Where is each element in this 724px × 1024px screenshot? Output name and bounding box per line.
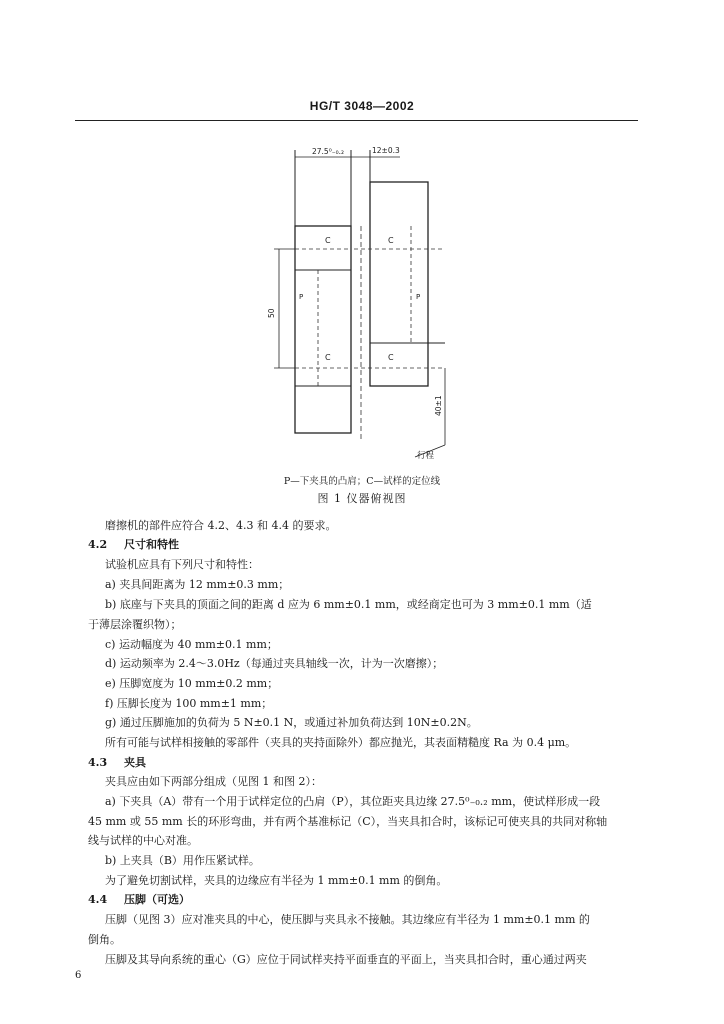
upper-clamp-c-top: C <box>388 236 394 245</box>
section-number: 4.2 <box>88 538 108 551</box>
clamp-item-b: b) 上夹具（B）用作压紧试样。 <box>105 854 260 867</box>
dim-40-label: 40±1 <box>434 395 443 416</box>
dim-width-label: 27.5⁰₋₀.₂ <box>312 147 345 156</box>
list-item-d: d) 运动频率为 2.4～3.0Hz（每通过夹具轴线一次，计为一次磨擦）； <box>105 657 444 670</box>
para-polish: 所有可能与试样相接触的零部件（夹具的夹持面除外）都应抛光，其表面精糙度 Ra 为 0.4 μm。 <box>105 736 577 749</box>
figure-caption: 图 1 仪器俯视图 <box>317 492 407 505</box>
lower-clamp-p: P <box>299 293 304 301</box>
list-item-b: b) 底座与下夹具的顶面之间的距离 d 应为 6 mm±0.1 mm，或经商定也可为 3 mm±0.1 mm（适 <box>105 598 592 611</box>
figure-1-diagram <box>0 0 724 470</box>
para-machine-dims: 试验机应具有下列尺寸和特性： <box>105 558 259 571</box>
para-clamp-parts: 夹具应由如下两部分组成（见图 1 和图 2）： <box>105 775 322 788</box>
clamp-item-a: a) 下夹具（A）带有一个用于试样定位的凸肩（P），其位距夹具边缘 27.5⁰₋₀.₂ mm，使试样形成一段 <box>105 795 601 808</box>
para-center-of-gravity: 压脚及其导向系统的重心（G）应位于同试样夹持平面垂直的平面上，当夹具扣合时，重心通过两夹 <box>105 953 587 966</box>
list-item-g: g) 通过压脚施加的负荷为 5 N±0.1 N，或通过补加负荷达到 10N±0.2N。 <box>105 716 478 729</box>
lower-clamp <box>295 226 351 433</box>
list-item-a: a) 夹具间距离为 12 mm±0.3 mm； <box>105 578 290 591</box>
clamp-item-a-cont-2: 线与试样的中心对准。 <box>88 834 198 847</box>
dim-gap-label: 12±0.3 <box>372 146 400 155</box>
section-title: 夹具 <box>124 756 146 769</box>
para-presser-foot-cont: 倒角。 <box>88 933 121 946</box>
para-presser-foot: 压脚（见图 3）应对准夹具的中心，使压脚与夹具永不接触。其边缘应有半径为 1 mm±0.1 mm 的 <box>105 913 590 926</box>
section-number: 4.4 <box>88 893 108 906</box>
section-4-3-heading <box>88 754 146 770</box>
lower-clamp-c-top: C <box>325 236 331 245</box>
upper-clamp-c-bottom: C <box>388 353 394 362</box>
lower-clamp-c-bottom: C <box>325 353 331 362</box>
figure-legend: P—下夹具的凸肩；C—试样的定位线 <box>283 476 441 487</box>
para-chamfer: 为了避免切割试样，夹具的边缘应有半径为 1 mm±0.1 mm 的倒角。 <box>105 874 448 887</box>
section-number: 4.3 <box>88 756 108 769</box>
list-item-e: e) 压脚宽度为 10 mm±0.2 mm； <box>105 677 279 690</box>
para-requirements: 磨擦机的部件应符合 4.2、4.3 和 4.4 的要求。 <box>105 519 337 532</box>
list-item-b-cont: 于薄层涂覆织物）； <box>88 618 182 631</box>
dim-50-label: 50 <box>267 308 276 318</box>
upper-clamp-p: P <box>416 293 421 301</box>
section-4-2-heading <box>88 536 179 552</box>
section-4-4-heading <box>88 891 190 907</box>
section-title: 尺寸和特性 <box>124 538 179 551</box>
upper-clamp <box>370 182 428 386</box>
list-item-f: f) 压脚长度为 100 mm±1 mm； <box>105 697 273 710</box>
page-number: 6 <box>75 970 82 981</box>
clamp-item-a-cont-1: 45 mm 或 55 mm 长的环形弯曲，并有两个基准标记（C），当夹具扣合时，该标记可使夹具的共同对称轴 <box>88 815 608 828</box>
standard-header: HG/T 3048—2002 <box>309 99 415 113</box>
stroke-label: 行程 <box>417 451 435 461</box>
list-item-c: c) 运动幅度为 40 mm±0.1 mm； <box>105 638 278 651</box>
section-title: 压脚（可选） <box>124 893 190 906</box>
